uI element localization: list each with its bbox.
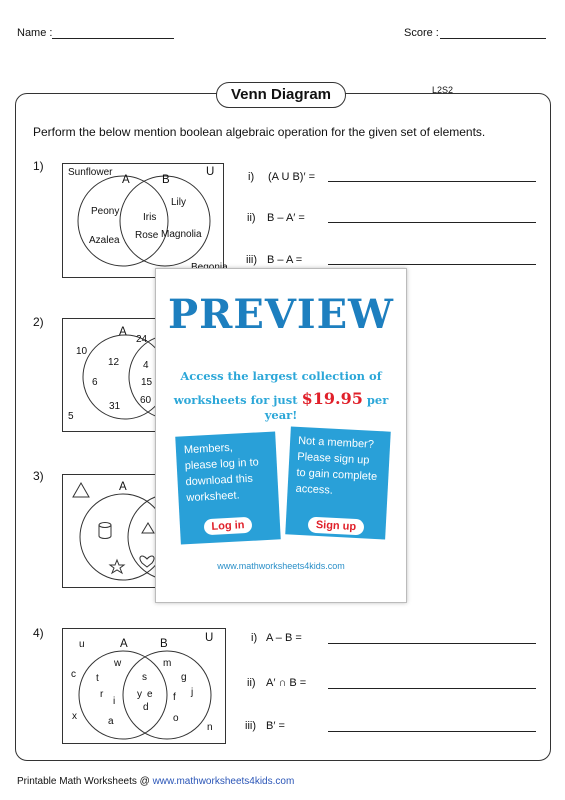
footer-link[interactable]: www.mathworksheets4kids.com (152, 776, 295, 787)
venn-diagram-4 (62, 628, 226, 744)
venn-circles (63, 629, 225, 743)
element-label: Azalea (89, 235, 120, 246)
answer-roman: ii) (247, 212, 256, 224)
instruction-text: Perform the below mention boolean algebraic operation for the given set of elements. (33, 125, 486, 139)
answer-expression: A′ ∩ B = (266, 677, 307, 689)
element-label: s (142, 672, 147, 683)
element-label: e (147, 689, 153, 700)
answer-field[interactable] (328, 264, 536, 265)
footer-text: Printable Math Worksheets @ (17, 776, 153, 787)
set-b-label: B (160, 638, 168, 650)
element-label: 15 (141, 377, 153, 388)
preview-promo-line1: Access the largest collection of (180, 369, 382, 383)
answer-roman: iii) (246, 254, 257, 266)
element-label: 12 (108, 357, 120, 368)
element-label: Rose (135, 230, 159, 241)
set-a-label: A (122, 174, 130, 186)
question-number: 3) (33, 469, 44, 483)
element-label: Lily (171, 197, 187, 208)
score-label: Score : (404, 27, 439, 39)
answer-roman: i) (251, 632, 258, 644)
element-label: r (100, 689, 104, 700)
set-b-label: B (162, 174, 170, 186)
preview-promo-line2 (156, 389, 406, 422)
name-field[interactable] (52, 38, 174, 39)
answer-expression: B′ = (266, 720, 285, 732)
cone-icon (142, 523, 154, 533)
preview-title: PREVIEW (168, 291, 394, 338)
element-label: w (114, 658, 122, 669)
set-a-label: A (120, 638, 128, 650)
preview-price: $19.95 (301, 389, 363, 408)
element-label: m (163, 658, 172, 669)
answer-field[interactable] (328, 643, 536, 644)
venn-diagram-1 (62, 163, 224, 278)
element-label: 60 (140, 395, 152, 406)
element-label: Peony (91, 206, 120, 217)
answer-field[interactable] (328, 222, 536, 223)
nonmember-text: Not a member? Please sign up to gain complete access. (295, 434, 378, 497)
triangle-icon (73, 483, 89, 497)
answer-field[interactable] (328, 688, 536, 689)
element-label: x (72, 711, 77, 722)
element-label: a (108, 716, 114, 727)
answer-expression: B – A′ = (267, 212, 305, 224)
element-label: Iris (143, 212, 157, 223)
preview-overlay (155, 268, 407, 603)
answer-roman: ii) (247, 677, 256, 689)
answer-expression: B – A = (267, 254, 303, 266)
answer-expression: A – B = (266, 632, 302, 644)
signup-button[interactable]: Sign up (308, 517, 365, 536)
element-label: y (137, 689, 142, 700)
answer-expression: (A U B)′ = (268, 171, 315, 183)
preview-promo-text: worksheets for just (173, 393, 302, 407)
element-label: t (96, 673, 99, 684)
element-label: g (181, 672, 187, 683)
question-number: 1) (33, 159, 44, 173)
element-label: 31 (109, 401, 121, 412)
footer (17, 776, 294, 787)
element-label: Magnolia (161, 229, 202, 240)
preview-promo-text: per year! (264, 393, 389, 422)
element-label: n (207, 722, 213, 733)
element-label: u (79, 639, 85, 650)
members-text: Members, please log in to download this worksheet. (183, 441, 260, 505)
element-label: Sunflower (68, 167, 113, 178)
answer-field[interactable] (328, 181, 536, 182)
element-label: 6 (92, 377, 98, 388)
question-number: 4) (33, 626, 44, 640)
element-label: o (173, 713, 179, 724)
cylinder-icon (99, 523, 111, 539)
element-label: i (113, 696, 116, 707)
element-label: c (71, 669, 76, 680)
answer-roman: iii) (245, 720, 256, 732)
element-label: j (191, 687, 194, 698)
element-label: 4 (143, 360, 149, 371)
answer-field[interactable] (328, 731, 536, 732)
worksheet-code: L2S2 (432, 85, 454, 95)
element-label: d (143, 702, 149, 713)
score-field[interactable] (440, 38, 546, 39)
page-title: Venn Diagram (216, 82, 346, 108)
universe-label: U (205, 632, 214, 644)
preview-url-link[interactable]: www.mathworksheets4kids.com (217, 561, 345, 571)
star-icon (110, 560, 124, 573)
universe-label: U (206, 166, 215, 178)
element-label: f (173, 692, 176, 703)
answer-roman: i) (248, 171, 255, 183)
set-a-label: A (119, 326, 127, 338)
element-label: 10 (76, 346, 88, 357)
name-label: Name : (17, 27, 53, 39)
element-label: 24 (136, 334, 148, 345)
question-number: 2) (33, 315, 44, 329)
heart-icon (140, 556, 154, 567)
element-label: 5 (68, 411, 74, 422)
set-a-label: A (119, 481, 127, 493)
login-button[interactable]: Log in (204, 517, 253, 535)
